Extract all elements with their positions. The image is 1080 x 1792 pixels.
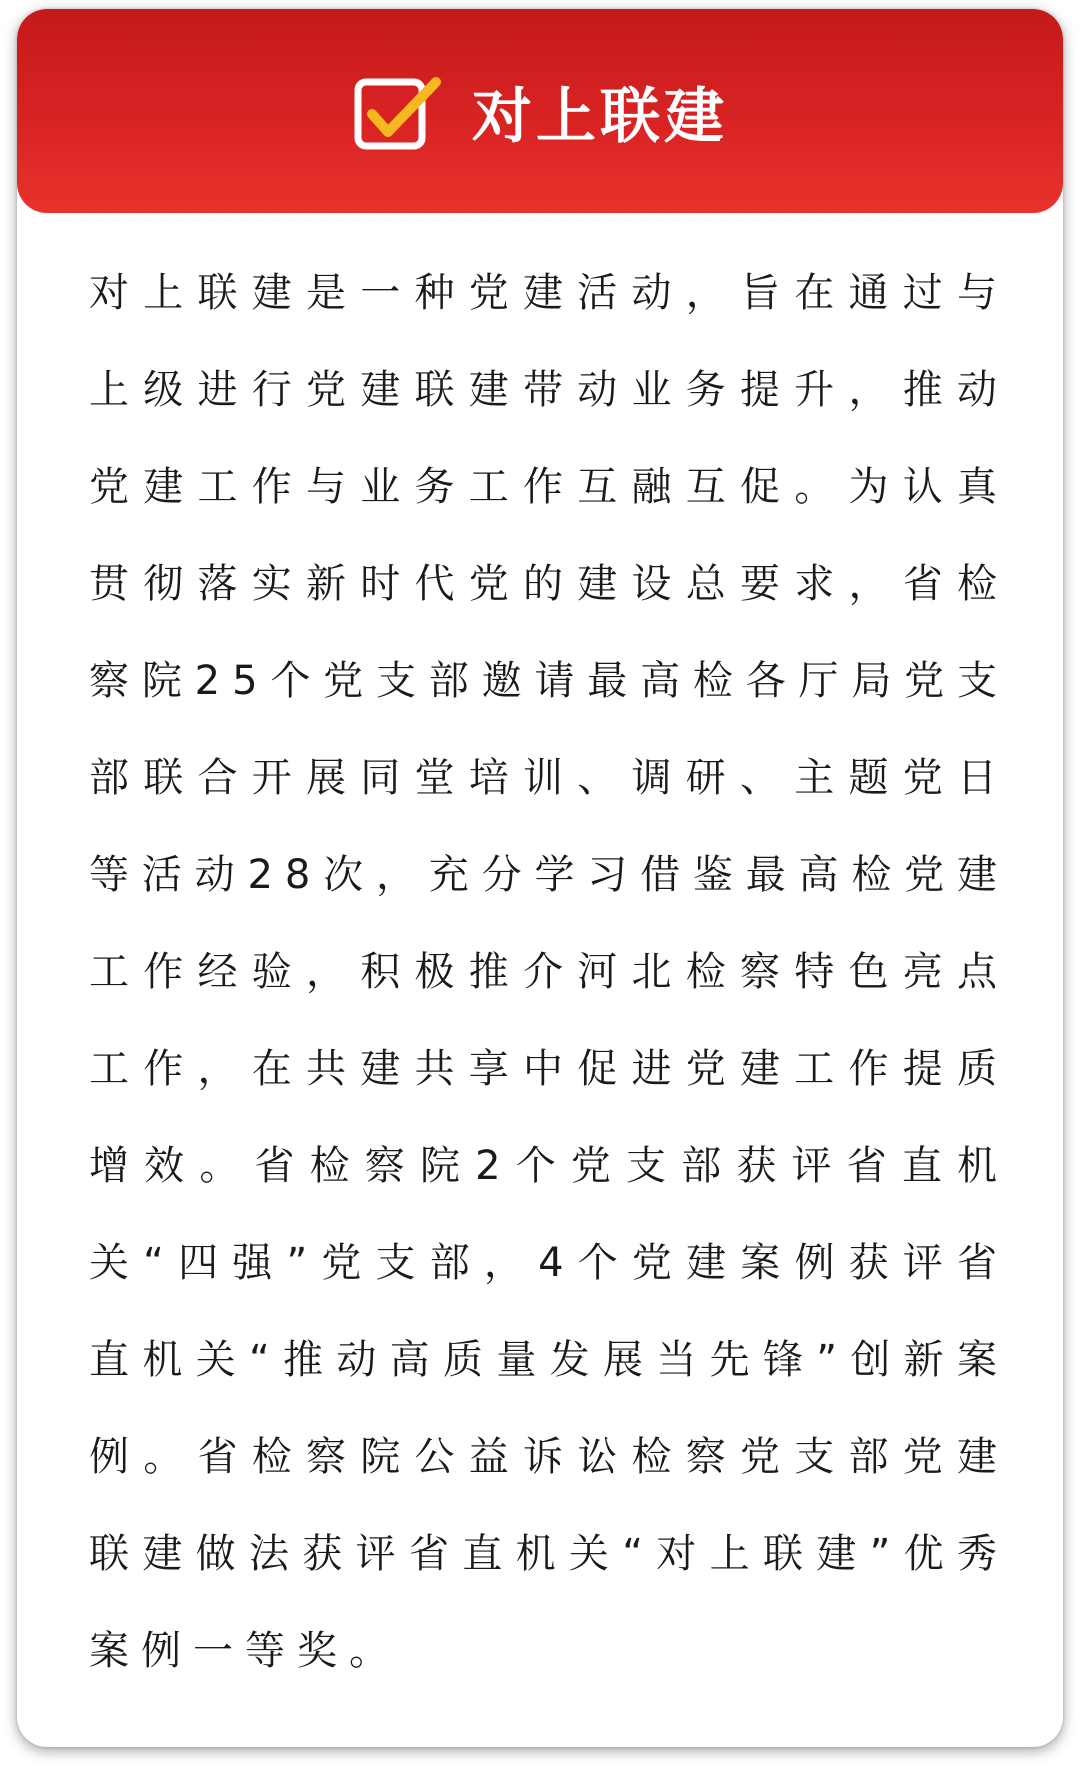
card-body (89, 245, 1009, 1700)
header-inner (17, 9, 1063, 213)
body-paragraph: 对上联建是一种党建活动，旨在通过与上级进行党建联建带动业务提升，推动党建工作与业务工作互融互促。为认真贯彻落实新时代党的建设总要求，省检察院25个党支部邀请最高检各厅局党支部联合开展同堂培训、调研、主题党日等活动28次，充分学习借鉴最高检党建工作经验，积极推介河北检察特色亮点工作，在共建共享中促进党建工作提质增效。省检察院2个党支部获评省直机关“四强”党支部，4个党建案例获评省直机关“推动高质量发展当先锋”创新案例。省检察院公益诉讼检察党支部党建联建做法获评省直机关“对上联建”优秀案例一等奖。 (89, 270, 1009, 1674)
section-title: 对上联建 (472, 82, 728, 152)
content-card (17, 9, 1063, 1747)
card-header (17, 9, 1063, 213)
checkbox-check-icon (352, 70, 444, 162)
